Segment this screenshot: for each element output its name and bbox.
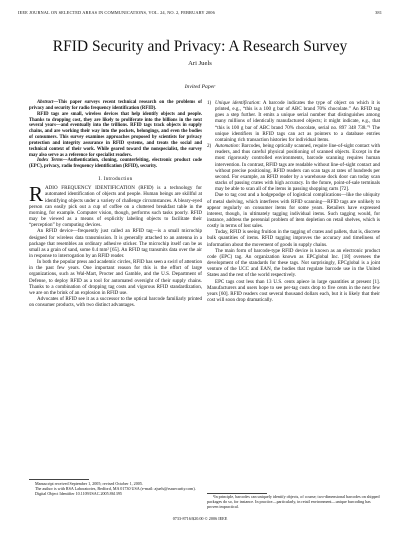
drop-cap: R bbox=[29, 182, 44, 207]
abstract-label: Abstract bbox=[37, 100, 54, 105]
advantages-list bbox=[207, 100, 380, 192]
doi: Digital Object Identifier 10.1109/JSAC.2005.861395 bbox=[35, 491, 122, 496]
list-item-text: : A barcode indicates the type of object on which it is printed, e.g., “this is a 100 g bar of ABC brand 70% chocolate.” An RFID tag goes a step further. It emits a unique serial number that distinguishes among many millions of identically manufactured objects; it might indicate, e.g., that “this is 100 g bar of ABC brand 70% chocolate, serial no. 897 348 738.”¹ The unique identifiers in RFID tags can act as pointers to a database entries containing rich transaction histories for individual items. bbox=[215, 100, 380, 143]
page-number: 381 bbox=[375, 10, 382, 15]
manuscript-received: Manuscript received September 1, 2005; revised October 1, 2005. bbox=[35, 481, 143, 486]
intro-smallcaps: ADIO FREQUENCY IDENTIFICATION bbox=[45, 185, 135, 192]
abstract-body: RFID tags are small, wireless devices that help identify objects and people. Thanks to dropping cost, they are likely to proliferate into the billions in the next several years—and eventually into the trillions. RFID tags track objects in supply chains, and are working their way into the pockets, belongings, and even the bodies of consumers. This survey examines approaches proposed by scientists for privacy protection and integrity assurance in RFID systems, and treats the social and technical context of their work. While geared toward the nonspecialist, the survey may also serve as a reference for specialist readers. bbox=[29, 111, 202, 158]
list-item-text: : Barcodes, being optically scanned, require line-of-sight contact with readers, and thus careful physical positioning of scanned objects. Except in the most rigorously controlled environments, barcode scanning requires human intervention. In contrast, RFID tags are readable without line-of-sight contact and without precise positioning. RFID readers can scan tags at rates of hundreds per second. For example, an RFID reader by a warehouse dock door can today scan stacks of passing crates with high accuracy. In the future, point-of-sale terminals may be able to scan all of the items in passing shopping carts [72]. bbox=[215, 143, 380, 193]
copyright-line: 0733-8716/$20.00 © 2006 IEEE bbox=[172, 516, 228, 521]
index-terms-label: Index Terms bbox=[37, 158, 63, 164]
right-column bbox=[207, 100, 380, 303]
manuscript-notes bbox=[29, 481, 202, 496]
list-item bbox=[207, 143, 380, 192]
body-paragraph: EPC tags cost less than 13 U.S. cents apiece in large quantities at present [1]. Manufacturers and users hope to see per-tag costs drop to five cents in the next few years [60]. RFID readers cost several thousand dollars each, but it is likely that their cost will soon drop dramatically. bbox=[207, 278, 380, 303]
running-header bbox=[18, 10, 382, 18]
intro-paragraph-1 bbox=[29, 182, 202, 229]
body-paragraph: Today, RFID is seeing fruition in the tagging of crates and pallets, that is, discrete bulk quantities of items. RFID tagging improves the accuracy and timeliness of information about the movement of goods in supply chains. bbox=[207, 229, 380, 248]
footnote-divider bbox=[29, 479, 89, 480]
left-column bbox=[29, 100, 202, 308]
list-item-label: Automation bbox=[215, 143, 239, 150]
intro-paragraph-4: Advocates of RFID see it as a successor to the optical barcode familiarly printed on consumer products, with two distinct advantages. bbox=[29, 296, 202, 309]
abstract bbox=[29, 100, 202, 112]
intro-paragraph-2: An RFID device—frequently just called an RFID tag—is a small microchip designed for wireless data transmission. It is generally attached to an antenna in a package that resembles an ordinary adhesive sticker. The microchip itself can be as small as a grain of sand, some 0.4 mm² [65]. An RFID tag transmits data over the air in response to interrogation by an RFID reader. bbox=[29, 228, 202, 259]
intro-paragraph-3: In both the popular press and academic circles, RFID has seen a swirl of attention in the past few years. One important reason for this is the effort of large organizations, such as Wal-Mart, Procter and Gamble, and the U.S. Department of Defense, to deploy RFID as a tool for automated oversight of their supply chains. Thanks to a combination of dropping tag costs and vigorous RFID standardization, we are on the brink of an explosion in RFID use. bbox=[29, 259, 202, 296]
invited-label: Invited Paper bbox=[184, 84, 216, 90]
body-paragraph: Due to tag cost and a hodgepodge of logistical complications—like the ubiquity of metal shelving, which interferes with RFID scanning—RFID tags are unlikely to appear regularly on consumer items for some years. Retailers have expressed interest, though, in ultimately tagging individual items. Such tagging would, for instance, address the perennial problem of item depletion on retail shelves, which is costly in terms of lost sales. bbox=[207, 192, 380, 230]
section-heading-introduction: I. Introduction bbox=[98, 176, 133, 183]
footnote bbox=[207, 494, 380, 509]
list-number: 2) bbox=[207, 143, 212, 150]
footnote-text: ¹In principle, barcodes can uniquely identify objects, of course; two-dimensional barcodes on shipped packages do so, for instance. In practice—particularly, in retail environment—unique barcoding has proven impractical. bbox=[207, 494, 380, 509]
index-terms-text: —Authentication, cloning, counterfeiting, electronic product code (EPC), privacy, radio frequency identification (RFID), security. bbox=[29, 158, 202, 170]
paper-title: RFID Security and Privacy: A Research Survey bbox=[52, 38, 348, 55]
list-item-label: Unique identification bbox=[215, 100, 260, 106]
index-terms bbox=[29, 158, 202, 170]
author-affiliation: The author is with RSA Laboratories, Bedford, MA 01730 USA (e-mail: ajuels@rsasecurity.com). bbox=[35, 486, 196, 491]
author-name: Ari Juels bbox=[188, 60, 212, 67]
list-item bbox=[207, 100, 380, 143]
journal-name: IEEE JOURNAL ON SELECTED AREAS IN COMMUNICATIONS, VOL. 24, NO. 2, FEBRUARY 2006 bbox=[18, 10, 215, 15]
intro-text-1: (RFID) is a technology for automated identification of objects and people. Human beings are skillful at identifying objects under a variety of challenge circumstances. A bleary-eyed person can easily pick out a cup of coffee on a cluttered breakfast table in the morning, for example. Computer vision, though, performs such tasks poorly. RFID may be viewed as a means of explicitly labeling objects to facilitate their “perception” by computing devices. bbox=[29, 185, 202, 229]
list-number: 1) bbox=[207, 100, 212, 106]
body-paragraph: The main form of barcode-type RFID device is known as an electronic product code (EPC) tag. An organization known as EPCglobal Inc. [18] oversees the development of the standards for these tags. Not surprisingly, EPCglobal is a joint venture of the UCC and EAN, the bodies that regulate barcode use in the United States and the rest of the world respectively. bbox=[207, 247, 380, 279]
abstract-text: —This paper surveys recent technical research on the problems of privacy and security for radio frequency identification (RFID). bbox=[29, 100, 202, 111]
